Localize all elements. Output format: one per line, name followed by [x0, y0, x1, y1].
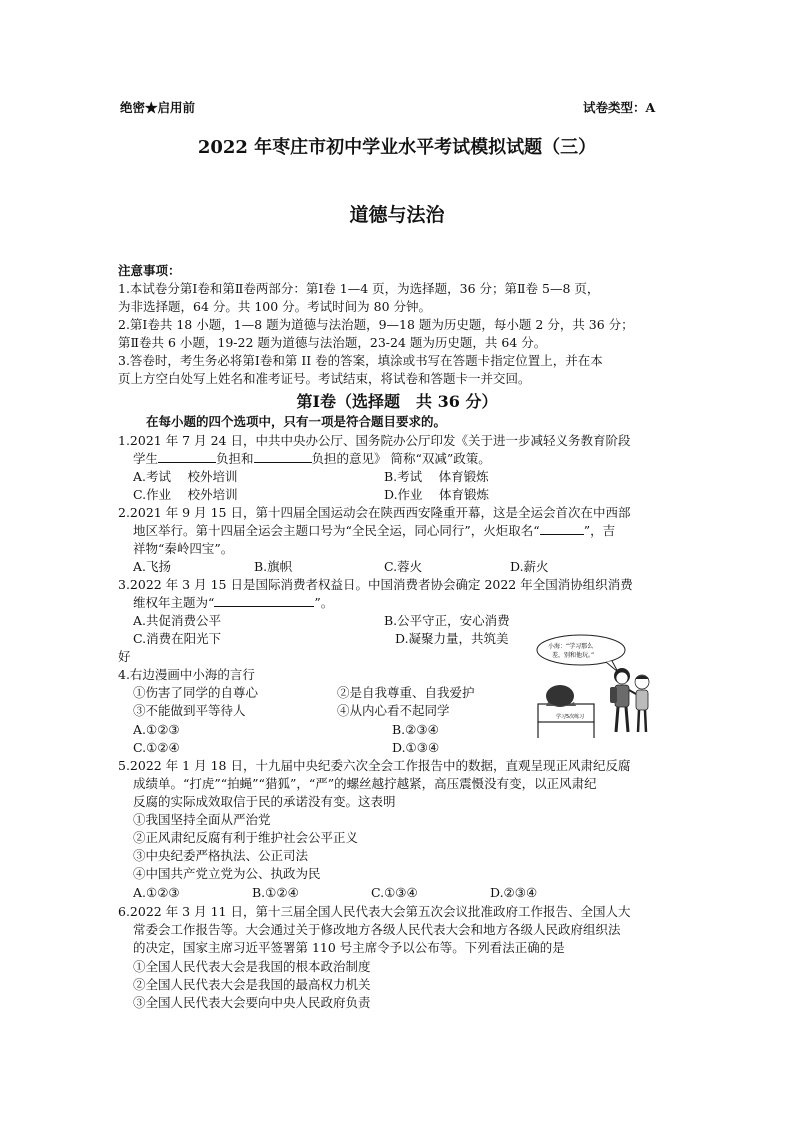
q1-option-a: A.考试 校外培训 — [133, 469, 238, 484]
q4-stem: 4.右边漫画中小海的言行 — [118, 667, 255, 682]
notes-line: 2.第Ⅰ卷共 18 小题，1—8 题为道德与法治题，9—18 题为历史题，每小题 2 分，共 36 分； — [118, 317, 634, 332]
q2-option-c: C.蓉火 — [384, 559, 423, 574]
q3-option-c: C.消费在阳光下 — [133, 631, 222, 646]
q1-option-d: D.作业 体育锻炼 — [384, 487, 490, 502]
section-instruction: 在每小题的四个选项中，只有一项是符合题目要求的。 — [146, 414, 447, 429]
q6-statement-3: ③全国人民代表大会要向中央人民政府负责 — [133, 995, 371, 1010]
notes-line: 3.答卷时，考生务必将第Ⅰ卷和第 II 卷的答案，填涂或书写在答题卡指定位置上，并在本 — [118, 353, 603, 368]
notes-line: 第Ⅱ卷共 6 小题，19-22 题为道德与法治题，23-24 题为历史题，共 64 分。 — [118, 335, 547, 350]
q2-blank — [540, 522, 584, 535]
q5-option-d: D.②③④ — [490, 885, 538, 900]
section-title: 第Ⅰ卷（选择题 共 36 分） — [296, 392, 498, 411]
q4-statement-3: ③不能做到平等待人 — [133, 703, 246, 718]
q5-option-c: C.①③④ — [371, 885, 418, 900]
q3-option-a: A.共促消费公平 — [133, 613, 222, 628]
q6-stem-line: 6.2022 年 3 月 11 日，第十三届全国人民代表大会第五次会议批准政府工作报告、全国人大 — [118, 904, 631, 919]
q3-option-d: D.凝聚力量，共筑美 — [395, 631, 509, 646]
subject-title: 道德与法治 — [349, 204, 445, 226]
q2-stem-line: 地区举行。第十四届全运会主题口号为“全民全运，同心同行”，火炬取名“ ”，吉 — [133, 523, 616, 538]
q4-option-c: C.①②④ — [133, 740, 180, 755]
q1-stem-line: 学生 负担和 负担的意见》 简称“双减”政策。 — [133, 451, 491, 466]
q6-stem-line: 的决定，国家主席习近平签署第 110 号主席令予以公布等。下列看法正确的是 — [133, 940, 565, 955]
q6-stem-line: 常委会工作报告等。大会通过关于修改地方各级人民代表大会和地方各级人民政府组织法 — [133, 922, 621, 937]
q3-option-d-wrap: 好 — [118, 649, 131, 664]
q5-stem-line: 5.2022 年 1 月 18 日，十九届中央纪委六次全会工作报告中的数据，直观呈现正风肃纪反腐 — [118, 758, 631, 773]
q4-statement-2: ②是自我尊重、自我爱护 — [337, 685, 475, 700]
notes-line: 页上方空白处写上姓名和准考证号。考试结束，将试卷和答题卡一并交回。 — [118, 371, 531, 386]
q2-stem-line: 2.2021 年 9 月 15 日，第十四届全国运动会在陕西西安隆重开幕，这是全运会首次在中西部 — [118, 505, 631, 520]
notes-heading: 注意事项： — [118, 263, 181, 278]
q1-blank-1 — [158, 450, 216, 463]
q2-option-a: A.飞扬 — [133, 559, 172, 574]
cartoon-desk-text: 学习5次练习 — [556, 714, 585, 720]
confidential-label: 绝密★启用前 — [120, 100, 196, 115]
q2-option-d: D.薪火 — [510, 559, 549, 574]
notes-line: 为非选择题，64 分。共 100 分。考试时间为 80 分钟。 — [118, 299, 432, 314]
q3-blank — [214, 594, 314, 607]
q6-statement-2: ②全国人民代表大会是我国的最高权力机关 — [133, 977, 371, 992]
q1-blank-2 — [254, 450, 312, 463]
q5-stem-line: 反腐的实际成效取信于民的承诺没有变。这表明 — [133, 794, 396, 809]
q4-statement-4: ④从内心看不起同学 — [337, 703, 450, 718]
q1-stem-line: 1.2021 年 7 月 24 日，中共中央办公厅、国务院办公厅印发《关于进一步减轻义务教育阶段 — [118, 433, 631, 448]
q3-option-b: B.公平守正，安心消费 — [384, 613, 510, 628]
q4-option-a: A.①②③ — [133, 722, 180, 737]
q4-statement-1: ①伤害了同学的自尊心 — [133, 685, 259, 700]
cartoon-bubble-text: 小海：“学习那么 — [548, 643, 594, 650]
q1-option-c: C.作业 校外培训 — [133, 487, 238, 502]
q5-statement-2: ②正风肃纪反腐有利于维护社会公平正义 — [133, 830, 359, 845]
q3-stem-line: 维权年主题为“ ”。 — [133, 595, 334, 610]
cartoon-illustration — [536, 632, 654, 740]
q4-option-d: D.①③④ — [392, 740, 440, 755]
q5-statement-3: ③中央纪委严格执法、公正司法 — [133, 848, 309, 863]
q5-stem-line: 成绩单。“打虎”“拍蝇”“猎狐”，“严”的螺丝越拧越紧，高压震慑没有变，以正风肃纪 — [133, 776, 597, 791]
q2-stem-line: 祥物“秦岭四宝”。 — [133, 541, 234, 556]
notes-line: 1.本试卷分第Ⅰ卷和第Ⅱ卷两部分：第Ⅰ卷 1—4 页，为选择题，36 分；第Ⅱ卷 5—8 页， — [118, 281, 600, 296]
q6-statement-1: ①全国人民代表大会是我国的根本政治制度 — [133, 959, 371, 974]
q3-stem-line: 3.2022 年 3 月 15 日是国际消费者权益日。中国消费者协会确定 2022 年全国消协组织消费 — [118, 577, 633, 592]
cartoon-bubble-text: 差，别和他玩。” — [552, 652, 595, 659]
exam-title: 2022 年枣庄市初中学业水平考试模拟试题（三） — [197, 137, 597, 158]
q5-option-a: A.①②③ — [133, 885, 180, 900]
paper-type-label: 试卷类型：A — [583, 100, 656, 115]
q1-option-b: B.考试 体育锻炼 — [384, 469, 489, 484]
q4-option-b: B.②③④ — [392, 722, 439, 737]
q5-statement-1: ①我国坚持全面从严治党 — [133, 812, 271, 827]
q5-option-b: B.①②④ — [252, 885, 299, 900]
q2-option-b: B.旗帜 — [254, 559, 293, 574]
q5-statement-4: ④中国共产党立党为公、执政为民 — [133, 866, 321, 881]
